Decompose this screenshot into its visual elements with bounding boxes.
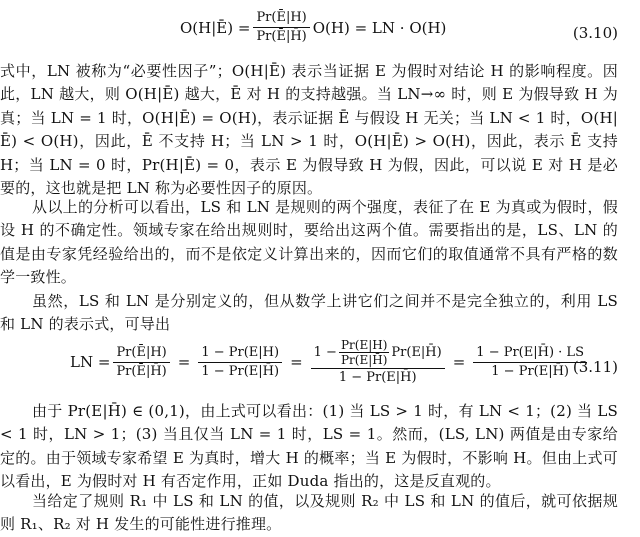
fraction-denominator: 1 − Pr(E|H̄) — [491, 363, 570, 379]
equals-sign: = — [452, 353, 466, 371]
equation-3-10 — [0, 4, 640, 56]
equation-body — [180, 10, 446, 45]
fraction — [473, 345, 587, 380]
fraction-denominator: Pr(Ē|H̄) — [116, 363, 167, 379]
fraction-denominator: Pr(Ē|H̄) — [256, 29, 307, 44]
inner-denominator: Pr(E|H̄) — [340, 353, 388, 367]
fraction-numerator: 1 − Pr(E|H) — [198, 345, 282, 363]
paragraph-derivation-intro: 虽然，LS 和 LN 是分别定义的，但从数学上讲它们之间并不是完全独立的，利用 LS 和 LN 的表示式，可导出 — [0, 292, 618, 334]
paragraph-analysis: 由于 Pr(E|H̄) ∈ (0,1)，由上式可以看出：(1) 当 LS > 1 时，有 LN < 1；(2) 当 LS < 1 时，LN > 1；(3) 当且仅当 LN = 1 时，LS = 1。然而，(LS, LN) 两值是由专家给定的。由于领域专家希望 E 为真时，增大 H 的概率；当 E 为假时，不影响 H。但由上式可以看出，E 为假时对 H 有否定作用，正如 Duda 指出的，这是反直观的。 — [0, 402, 618, 491]
numerator-tail: Pr(E|H̄) — [391, 344, 442, 360]
fraction-numerator: Pr(Ē|H) — [253, 10, 309, 28]
numerator-one-minus: 1 − — [313, 344, 337, 360]
paragraph-ls-ln-strength: 从以上的分析可以看出，LS 和 LN 是规则的两个强度，表征了在 E 为真或为假时，假设 H 的不确定性。领域专家在给出规则时，要给出这两个值。需要指出的是，LS、LN 的值是由专家凭经验给出的，而不是依定义计算出来的，因而它们的取值通常不具有严格的数学一致性。 — [0, 198, 618, 287]
equation-3-11 — [0, 334, 640, 400]
fraction-denominator: 1 − Pr(E|H̄) — [338, 370, 417, 385]
inner-fraction — [339, 338, 389, 367]
equation-number: (3.11) — [572, 358, 618, 376]
equation-number: (3.10) — [572, 24, 618, 42]
paragraph-rule-inference: 当给定了规则 R₁ 中 LS 和 LN 的值，以及规则 R₂ 中 LS 和 LN 的值后，就可依据规则 R₁、R₂ 对 H 发生的可能性进行推理。 — [0, 492, 618, 534]
equals-sign: = — [290, 353, 303, 371]
equation-rhs: O(H) = LN · O(H) — [312, 18, 447, 37]
compound-fraction — [311, 338, 445, 386]
fraction-numerator — [311, 338, 445, 369]
fraction — [113, 345, 169, 380]
fraction-numerator: Pr(Ē|H) — [113, 345, 169, 363]
equals-sign: = — [177, 353, 191, 371]
fraction-denominator: 1 − Pr(E|H̄) — [201, 363, 280, 379]
fraction — [198, 345, 282, 380]
paragraph-ln-necessity: 式中，LN 被称为“必要性因子”；O(H|Ē) 表示当证据 E 为假时对结论 H 的影响程度。因此，LN 越大，则 O(H|Ē) 越大，Ē 对 H 的支持越强。当 LN→∞ 时，则 E 为假导致 H 为真；当 LN = 1 时，O(H|Ē) = O(H)，表示证据 Ē 与假设 H 无关；当 LN < 1 时，O(H|Ē) < O(H)，因此，Ē 不支持 H；当 LN > 1 时，O(H|Ē) > O(H)，因此，表示 Ē 支持 H；当 LN = 0 时，Pr(H|Ē) = 0，表示 E 为假导致 H 为假，因此，可以说 E 对 H 是必要的，这也就是把 LN 称为必要性因子的原因。 — [0, 62, 618, 198]
equation-lhs: O(H|Ē) = — [180, 18, 251, 37]
equation-body — [70, 338, 590, 386]
fraction — [253, 10, 309, 45]
equation-lhs: LN = — [70, 353, 111, 371]
inner-numerator: Pr(E|H) — [340, 338, 388, 352]
fraction-numerator: 1 − Pr(E|H̄) · LS — [473, 345, 587, 363]
